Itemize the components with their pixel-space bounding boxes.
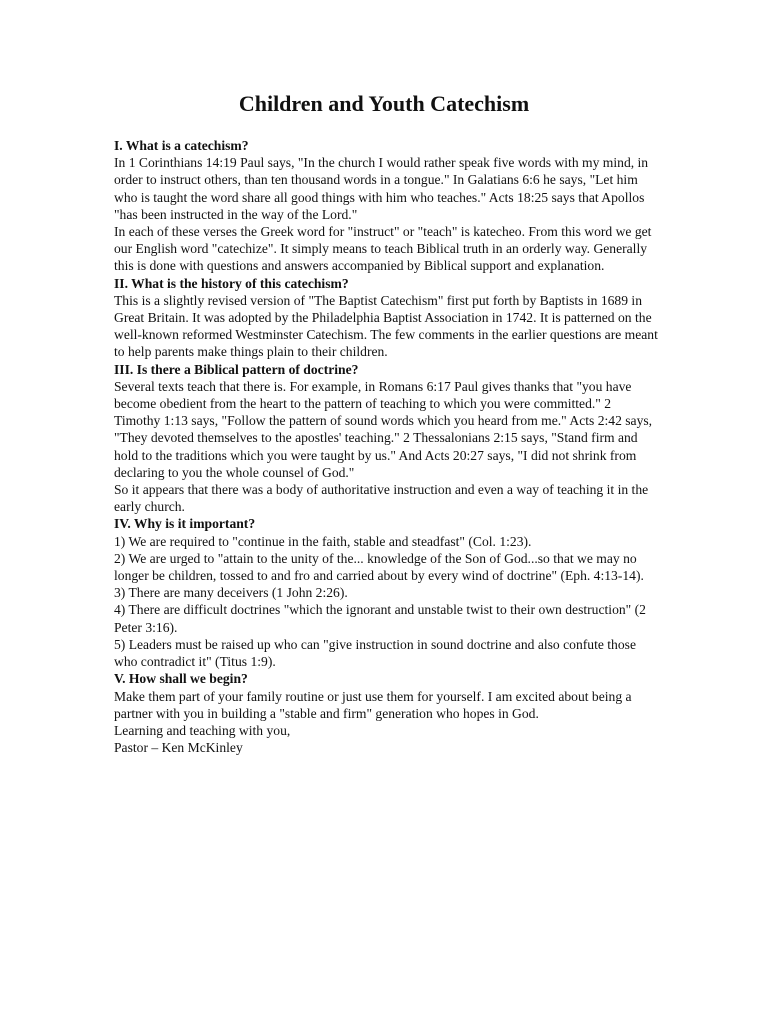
section-paragraph: So it appears that there was a body of authoritative instruction and even a way of teaching it in the early church. xyxy=(114,482,649,515)
section-heading: V. How shall we begin? xyxy=(114,671,248,687)
list-item: 2) We are urged to "attain to the unity of the... knowledge of the Son of God...so that we may no longer be children, tossed to and fro and carried about by every wind of doctrine" (Eph. 4:13-14). xyxy=(114,550,644,584)
signature-line: Pastor – Ken McKinley xyxy=(114,740,243,756)
list-item: 3) There are many deceivers (1 John 2:26). xyxy=(114,585,348,601)
document-body xyxy=(114,137,659,756)
list-item: 1) We are required to "continue in the faith, stable and steadfast" (Col. 1:23). xyxy=(114,533,532,549)
section-why-important xyxy=(114,515,659,670)
section-paragraph: Make them part of your family routine or just use them for yourself. I am excited about being a partner with you in building a "stable and firm" generation who hopes in God. xyxy=(114,688,632,721)
page-title: Children and Youth Catechism xyxy=(238,91,530,116)
section-heading: III. Is there a Biblical pattern of doctrine? xyxy=(114,361,359,377)
closing-line: Learning and teaching with you, xyxy=(114,722,291,738)
section-paragraph: In each of these verses the Greek word for "instruct" or "teach" is katecheo. From this word we get our English word "catechize". It simply means to teach Biblical truth in an orderly way. Generally this is done with questions and answers accompanied by Biblical support and explanation. xyxy=(114,224,652,274)
section-biblical-pattern xyxy=(114,361,659,516)
section-how-begin xyxy=(114,670,659,756)
section-what-is-catechism xyxy=(114,137,659,275)
list-item: 4) There are difficult doctrines "which the ignorant and unstable twist to their own destruction" (2 Peter 3:16). xyxy=(114,602,646,635)
section-heading: II. What is the history of this catechism? xyxy=(114,275,349,291)
section-paragraph: Several texts teach that there is. For example, in Romans 6:17 Paul gives thanks that "you have become obedient from the heart to the pattern of teaching to which you were committed." 2 Timothy 1:13 says, "Follow the pattern of sound words which you heard from me." Acts 2:42 says, "They devoted themselves to the apostles' teaching." 2 Thessalonians 2:15 says, "Stand firm and hold to the traditions which you were taught by us." And Acts 20:27 says, "I did not shrink from declaring to you the whole counsel of God." xyxy=(114,378,653,480)
section-heading: I. What is a catechism? xyxy=(114,138,249,153)
section-heading: IV. Why is it important? xyxy=(114,516,256,532)
section-paragraph: This is a slightly revised version of "The Baptist Catechism" first put forth by Baptists in 1689 in Great Britain. It was adopted by the Philadelphia Baptist Association in 1742. It is patterned on the well-known reformed Westminster Catechism. The few comments in the earlier questions are meant to help parents make things plain to their children. xyxy=(114,292,658,360)
list-item: 5) Leaders must be raised up who can "give instruction in sound doctrine and also confute those who contradict it" (Titus 1:9). xyxy=(114,636,636,670)
section-paragraph: In 1 Corinthians 14:19 Paul says, "In the church I would rather speak five words with my mind, in order to instruct others, than ten thousand words in a tongue." In Galatians 6:6 he says, "Let him who is taught the word share all good things with him who teaches." Acts 18:25 says that Apollos "has been instructed in the way of the Lord." xyxy=(114,155,649,222)
section-history xyxy=(114,275,659,361)
